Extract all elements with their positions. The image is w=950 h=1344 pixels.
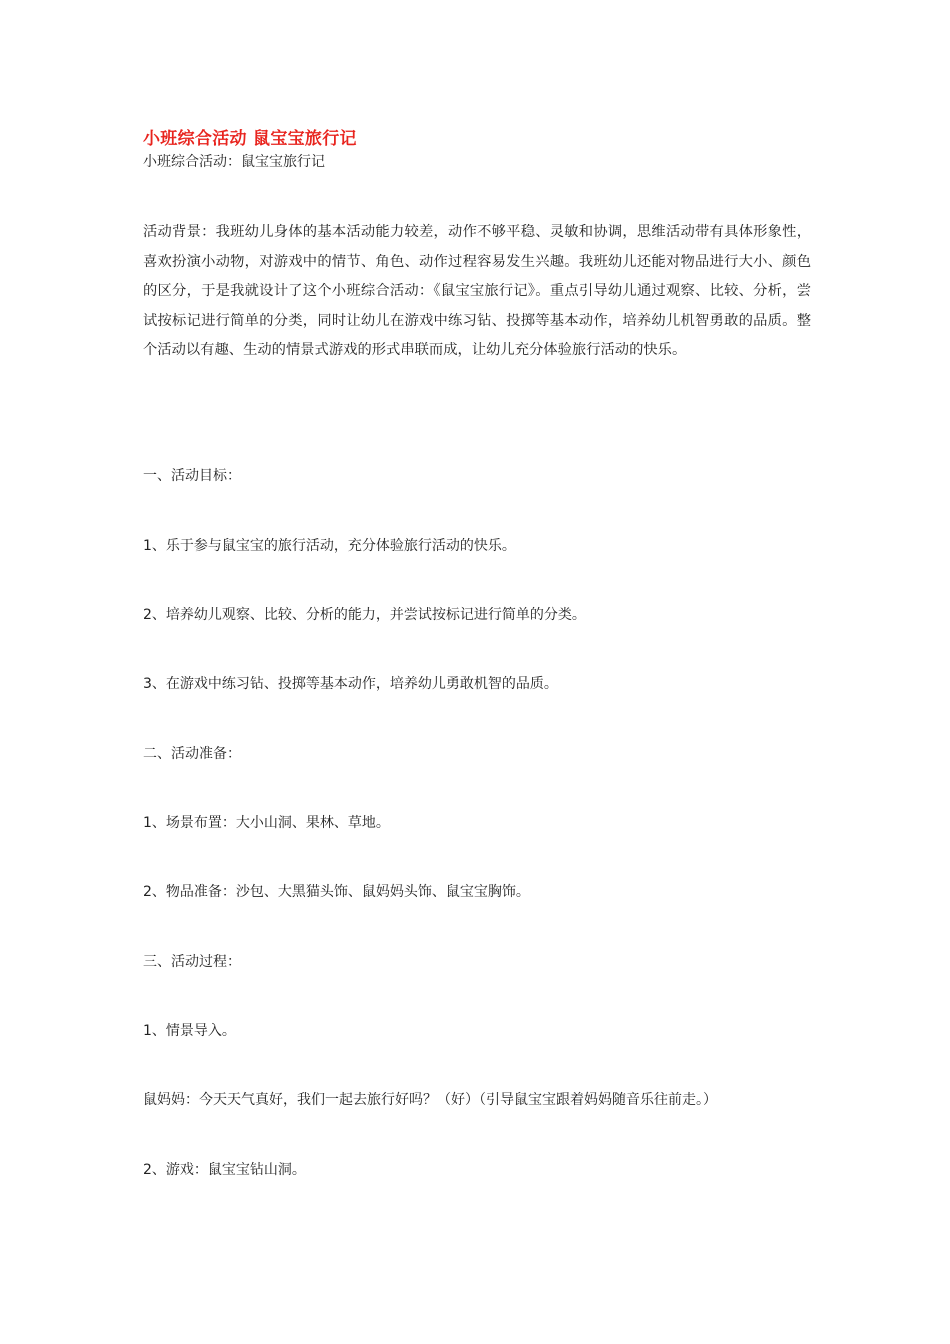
document-subtitle: 小班综合活动：鼠宝宝旅行记 xyxy=(143,154,325,170)
goal-item: 2、培养幼儿观察、比较、分析的能力，并尝试按标记进行简单的分类。 xyxy=(143,607,586,623)
section-heading-goals: 一、活动目标： xyxy=(143,468,241,484)
section-heading-preparation: 二、活动准备： xyxy=(143,746,241,762)
preparation-item: 1、场景布置：大小山洞、果林、草地。 xyxy=(143,815,390,831)
dialogue-line: 鼠妈妈：今天天气真好，我们一起去旅行好吗？（好）（引导鼠宝宝跟着妈妈随音乐往前走。） xyxy=(143,1092,717,1108)
section-heading-process: 三、活动过程： xyxy=(143,954,241,970)
process-item: 2、游戏：鼠宝宝钻山洞。 xyxy=(143,1162,306,1178)
document-page xyxy=(143,0,813,1344)
background-paragraph: 活动背景：我班幼儿身体的基本活动能力较差，动作不够平稳、灵敏和协调，思维活动带有具体形象性，喜欢扮演小动物，对游戏中的情节、角色、动作过程容易发生兴趣。我班幼儿还能对物品进行大小、颜色的区分，于是我就设计了这个小班综合活动：《鼠宝宝旅行记》。重点引导幼儿通过观察、比较、分析，尝试按标记进行简单的分类，同时让幼儿在游戏中练习钻、投掷等基本动作，培养幼儿机智勇敢的品质。整个活动以有趣、生动的情景式游戏的形式串联而成，让幼儿充分体验旅行活动的快乐。 xyxy=(143,224,811,358)
goal-item: 3、在游戏中练习钻、投掷等基本动作，培养幼儿勇敢机智的品质。 xyxy=(143,676,558,692)
preparation-item: 2、物品准备：沙包、大黑猫头饰、鼠妈妈头饰、鼠宝宝胸饰。 xyxy=(143,884,530,900)
process-item: 1、情景导入。 xyxy=(143,1023,236,1039)
goal-item: 1、乐于参与鼠宝宝的旅行活动，充分体验旅行活动的快乐。 xyxy=(143,538,516,554)
document-title: 小班综合活动 鼠宝宝旅行记 xyxy=(143,129,357,149)
